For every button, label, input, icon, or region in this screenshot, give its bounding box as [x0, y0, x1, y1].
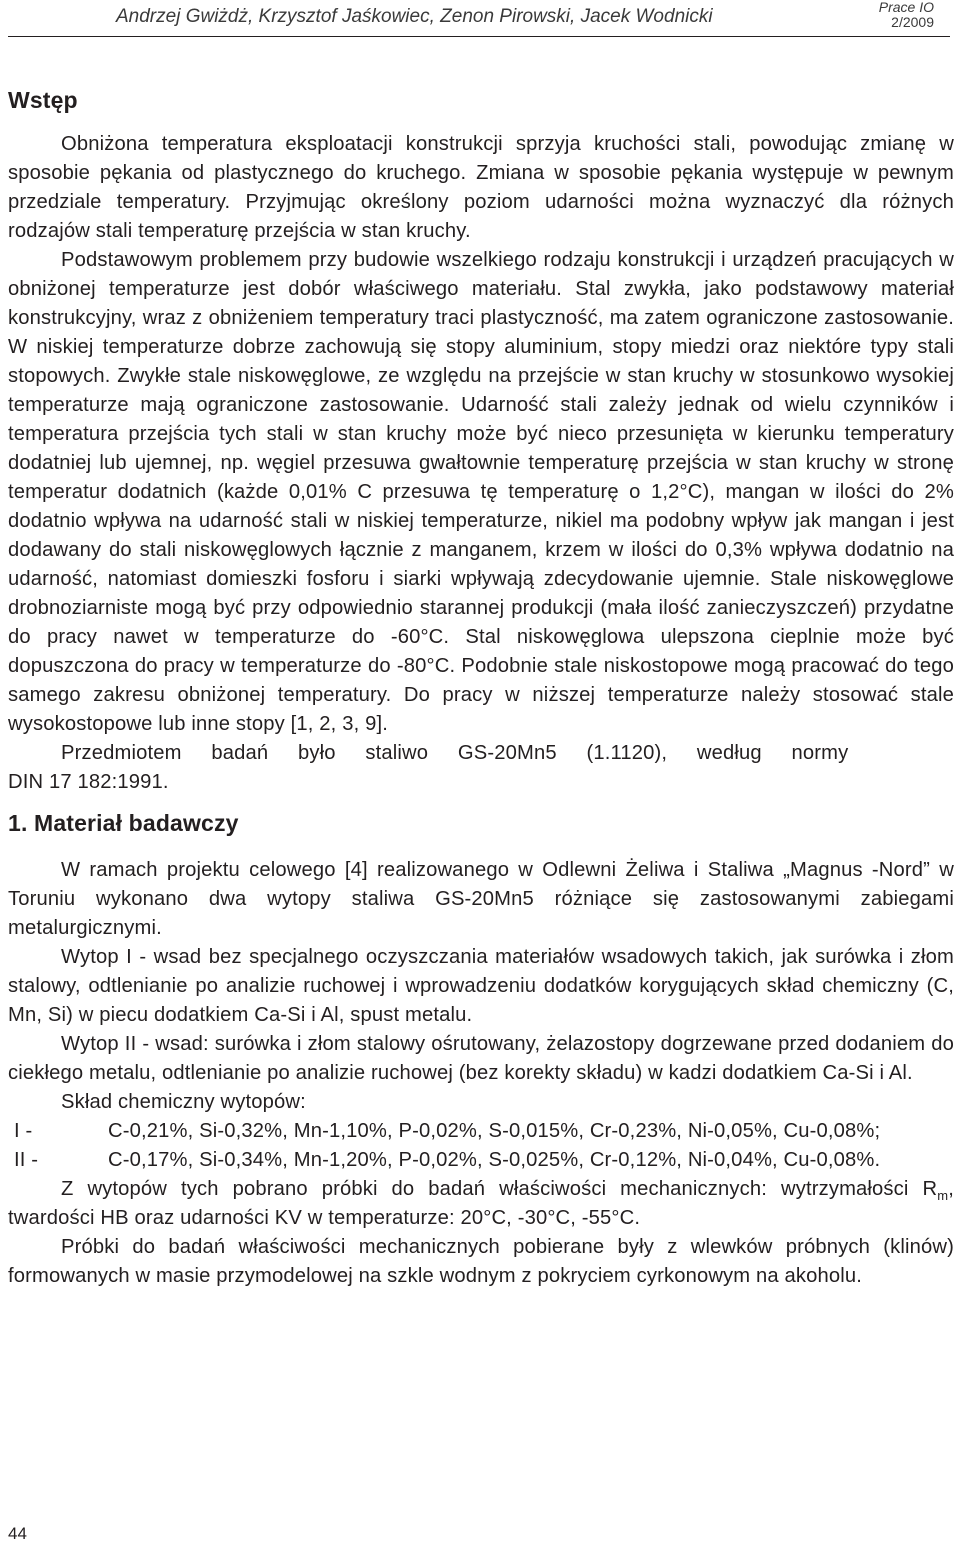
section-1-paragraph-5: Próbki do badań właściwości mechanicznych pobierane były z wlewków próbnych (klinów) formowanych w masie przymodelowej na szkle wodnym z pokryciem cyrkonowym na akoholu.: [8, 1236, 954, 1287]
page-header: [0, 0, 960, 42]
journal-issue: 2/2009: [891, 14, 934, 30]
page-number: 44: [8, 1524, 27, 1543]
composition-intro: Skład chemiczny wytopów:: [61, 1091, 306, 1113]
composition-text-1: C-0,21%, Si-0,32%, Mn-1,10%, P-0,02%, S-0,015%, Cr-0,23%, Ni-0,05%, Cu-0,08%;: [108, 1120, 881, 1142]
section-1-heading: 1. Materiał badawczy: [8, 810, 239, 836]
journal-name: Prace IO: [878, 0, 934, 15]
composition-item-2: [8, 1146, 954, 1175]
section-1-paragraph-2: Wytop I - wsad bez specjalnego oczyszczania materiałów wsadowych takich, jak surówka i złom stalowy, odtlenianie po analizie ruchowej i wprowadzeniu dodatków korygujących skład chemiczny (C, Mn, Si) w piecu dodatkiem Ca-Si i Al, spust metalu.: [8, 946, 954, 1026]
header-journal: [879, 0, 934, 30]
section-1-paragraph-4: [8, 1175, 954, 1233]
intro-paragraph-3-line-1: Przedmiotem badań było staliwo GS-20Mn5 (1.1120), według normy: [61, 742, 849, 764]
header-authors: Andrzej Gwiżdż, Krzysztof Jaśkowiec, Zenon Pirowski, Jacek Wodnicki: [116, 6, 713, 27]
section-1-paragraph-1: W ramach projektu celowego [4] realizowanego w Odlewni Żeliwa i Staliwa „Magnus -Nord” w Toruniu wykonano dwa wytopy staliwa GS-20Mn5 różniące się zastosowanymi zabiegami metalurgicznymi.: [8, 859, 954, 939]
paragraph-4-text-a: Z wytopów tych pobrano próbki do badań właściwości mechanicznych: wytrzymałości R: [61, 1178, 938, 1200]
composition-item-1: [8, 1117, 954, 1146]
page-body: [8, 86, 954, 1291]
composition-label-2: II -: [14, 1149, 39, 1171]
composition-label-1: I -: [14, 1120, 33, 1142]
composition-text-2: C-0,17%, Si-0,34%, Mn-1,20%, P-0,02%, S-0,025%, Cr-0,12%, Ni-0,04%, Cu-0,08%.: [108, 1149, 881, 1171]
section-1-paragraph-3: Wytop II - wsad: surówka i złom stalowy ośrutowany, żelazostopy dogrzewane przed dodaniem do ciekłego metalu, odtlenianie po analizie ruchowej (bez korekty składu) w kadzi dodatkiem Ca-Si i Al.: [8, 1033, 954, 1084]
paragraph-4-text-b: , twardości HB oraz udarności KV w temperaturze: 20°C, -30°C, -55°C.: [8, 1178, 954, 1229]
intro-paragraph-2: Podstawowym problemem przy budowie wszelkiego rodzaju konstrukcji i urządzeń pracujących w obniżonej temperaturze jest dobór właściwego materiału. Stal zwykła, jako podstawowy materiał konstrukcyjny, wraz z obniżeniem temperatury traci plastyczność, ma zatem ograniczone zastosowanie. W niskiej temperaturze dobrze zachowują się stopy aluminium, stopy miedzi oraz niektóre typy stali stopowych. Zwykłe stale niskowęglowe, ze względu na przejście w stan kruchy w stosunkowo wysokiej temperaturze mają ograniczone zastosowanie. Udarność stali zależy jednak od wielu czynników i temperatura przejścia tych stali w stan kruchy może być nieco przesunięta w kierunku temperatury dodatniej lub ujemnej, np. węgiel przesuwa gwałtownie temperaturę przejścia w stan kruchy w stronę temperatur dodatnich (każde 0,01% C przesuwa tę temperaturę o 1,2°C), mangan w ilości do 2% dodatnio wpływa na udarność stali w niskiej temperaturze, nikiel ma podobny wpływ jak mangan i jest dodawany do stali niskowęglowych łącznie z manganem, krzem w ilości do 0,3% wpływa dodatnio na udarność, natomiast domieszki fosforu i siarki wpływają zdecydowanie ujemnie. Stale niskowęglowe drobnoziarniste mogą być przy odpowiednio starannej produkcji (mała ilość zanieczyszczeń) przydatne do pracy nawet w temperaturze do -60°C. Stal niskowęglowa ulepszona cieplnie może być dopuszczona do pracy w temperaturze do -80°C. Podobnie stale niskostopowe mogą pracować do tego samego zakresu obniżonej temperatury. Do pracy w niższej temperaturze należy stosować stale wysokostopowe lub inne stopy [1, 2, 3, 9].: [8, 249, 954, 735]
header-rule: [8, 36, 950, 37]
intro-heading: Wstęp: [8, 87, 78, 113]
rm-subscript: m: [937, 1188, 949, 1203]
intro-paragraph-1: Obniżona temperatura eksploatacji konstrukcji sprzyja kruchości stali, powodując zmianę w sposobie pękania od plastycznego do kruchego. Zmiana w sposobie pękania występuje w pewnym przedziale temperatury. Przyjmując określony poziom udarności można wyznaczyć dla różnych rodzajów stali temperaturę przejścia w stan kruchy.: [8, 133, 954, 242]
intro-paragraph-3-line-2: DIN 17 182:1991.: [8, 771, 169, 793]
